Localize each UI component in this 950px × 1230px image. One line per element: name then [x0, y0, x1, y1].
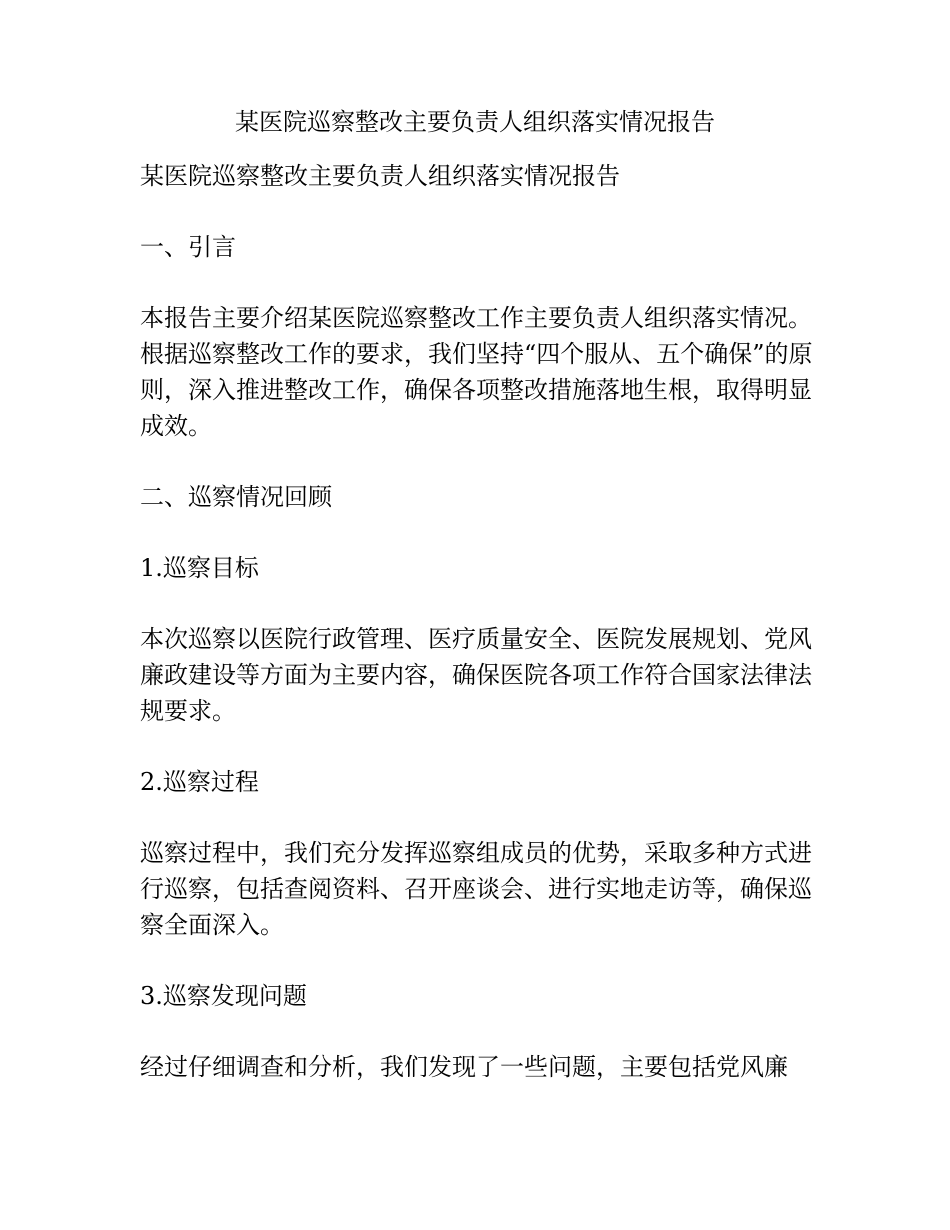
body-heading: 某医院巡察整改主要负责人组织落实情况报告: [140, 162, 620, 190]
document-title: 某医院巡察整改主要负责人组织落实情况报告: [235, 108, 715, 136]
paragraph-introduction: 本报告主要介绍某医院巡察整改工作主要负责人组织落实情况。根据巡察整改工作的要求，我们坚持“四个服从、五个确保”的原则，深入推进整改工作，确保各项整改措施落地生根，取得明显成效。: [140, 304, 813, 440]
section-heading-review: 二、巡察情况回顾: [140, 483, 332, 511]
paragraph-process: 巡察过程中，我们充分发挥巡察组成员的优势，采取多种方式进行巡察，包括查阅资料、召开座谈会、进行实地走访等，确保巡察全面深入。: [140, 839, 812, 939]
paragraph-problems: 经过仔细调查和分析，我们发现了一些问题，主要包括党风廉: [140, 1053, 788, 1081]
subheading-problems: 3.巡察发现问题: [140, 982, 307, 1010]
document-body: [140, 158, 830, 1085]
paragraph-goal: 本次巡察以医院行政管理、医疗质量安全、医院发展规划、党风廉政建设等方面为主要内容，确保医院各项工作符合国家法律法规要求。: [140, 625, 812, 725]
subheading-process: 2.巡察过程: [140, 768, 259, 796]
section-heading-introduction: 一、引言: [140, 233, 236, 261]
subheading-goal: 1.巡察目标: [140, 554, 259, 582]
